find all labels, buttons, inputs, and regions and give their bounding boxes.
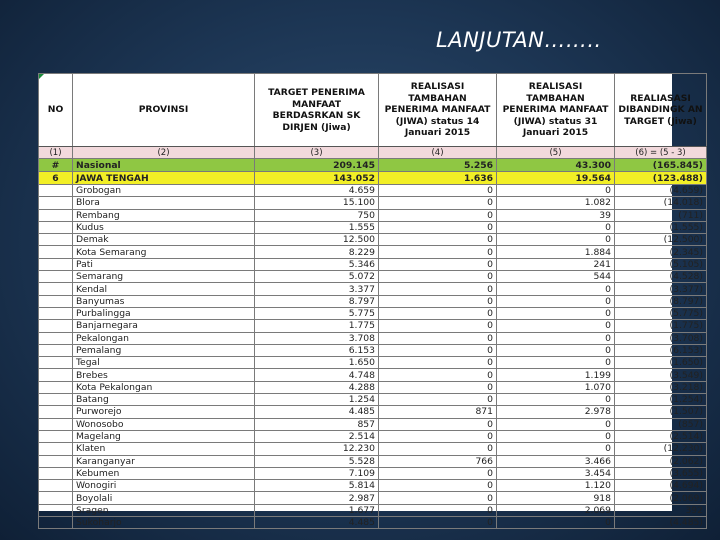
cell-real31: 0	[497, 430, 615, 442]
cell-real31: 3.454	[497, 467, 615, 479]
cell-diff: (3.708)	[615, 332, 707, 344]
cell-target: 857	[255, 418, 379, 430]
cell-kabupaten: Magelang	[73, 430, 255, 442]
cell-real31: 0	[497, 295, 615, 307]
colnum-cell: (6) = (5 - 3)	[615, 147, 707, 159]
cell-no	[39, 344, 73, 356]
cell-real31: 0	[497, 185, 615, 197]
cell-real14: 0	[379, 480, 497, 492]
cell-target: 1.254	[255, 394, 379, 406]
cell-diff: (5.105)	[615, 258, 707, 270]
cell-diff: (1.507)	[615, 406, 707, 418]
column-number-row	[39, 147, 707, 159]
header-dibandingkan-target: REALIASASI DIBANDINGK AN TARGET (Jiwa)	[615, 74, 707, 147]
cell-no	[39, 320, 73, 332]
cell-diff: (4.694)	[615, 480, 707, 492]
cell-target: 8.797	[255, 295, 379, 307]
cell-real31: 0	[497, 307, 615, 319]
cell-diff: (3.549)	[615, 369, 707, 381]
cell-kabupaten: Kendal	[73, 283, 255, 295]
cell-target: 6.153	[255, 344, 379, 356]
jawa-tengah-row	[39, 172, 707, 185]
cell-real31: 1.082	[497, 197, 615, 209]
cell-real31: 0	[497, 320, 615, 332]
table-row	[39, 258, 707, 270]
table-row	[39, 455, 707, 467]
cell-real14: 0	[379, 492, 497, 504]
table-row	[39, 504, 707, 516]
cell-real14: 0	[379, 467, 497, 479]
cell-kabupaten: Grobogan	[73, 185, 255, 197]
cell-no	[39, 258, 73, 270]
cell-target: 5.528	[255, 455, 379, 467]
cell-target: 12.230	[255, 443, 379, 455]
cell-kabupaten: Kebumen	[73, 467, 255, 479]
table-row	[39, 283, 707, 295]
table-row	[39, 295, 707, 307]
cell-diff: (2.062)	[615, 455, 707, 467]
cell-kabupaten: Kudus	[73, 221, 255, 233]
cell-no	[39, 221, 73, 233]
cell-kabupaten: Rembang	[73, 209, 255, 221]
cell-diff: (3.377)	[615, 283, 707, 295]
cell-kabupaten: Wonogiri	[73, 480, 255, 492]
colnum-cell: (1)	[39, 147, 73, 159]
cell-target: 4.485	[255, 406, 379, 418]
cell-real14: 0	[379, 394, 497, 406]
table-row	[39, 209, 707, 221]
cell-real31: 544	[497, 271, 615, 283]
cell-diff: (14.018)	[615, 197, 707, 209]
cell-no	[39, 357, 73, 369]
cell-real31: 0	[497, 418, 615, 430]
cell-real14: 0	[379, 320, 497, 332]
cell-real31: 0	[497, 221, 615, 233]
cell-real31: 3.466	[497, 455, 615, 467]
cell-target: 2.514	[255, 430, 379, 442]
cell-target: 3.708	[255, 332, 379, 344]
cell-real14: 0	[379, 258, 497, 270]
cell-real14: 0	[379, 443, 497, 455]
cell-real31: 0	[497, 357, 615, 369]
cell-target: 4.288	[255, 381, 379, 393]
cell-diff: (4.528)	[615, 271, 707, 283]
cell-target: 1.650	[255, 357, 379, 369]
cell-diff: (4.659)	[615, 185, 707, 197]
cell-no	[39, 418, 73, 430]
cell-target: 12.500	[255, 234, 379, 246]
cell-kabupaten: Kota Pekalongan	[73, 381, 255, 393]
cell-real14: 0	[379, 344, 497, 356]
cell-diff: (6.153)	[615, 344, 707, 356]
cell-real14: 0	[379, 504, 497, 516]
colnum-cell: (4)	[379, 147, 497, 159]
table-row	[39, 394, 707, 406]
cell-no	[39, 480, 73, 492]
cell-real14: 0	[379, 332, 497, 344]
cell-kabupaten: Pemalang	[73, 344, 255, 356]
cell-no	[39, 406, 73, 418]
cell-real31: 1.884	[497, 246, 615, 258]
cell-target: 5.775	[255, 307, 379, 319]
cell-real14: 0	[379, 234, 497, 246]
table-row	[39, 197, 707, 209]
cell-real14: 1.636	[379, 172, 497, 185]
cell-real31: 0	[497, 517, 615, 529]
header-target: TARGET PENERIMA MANFAAT BERDASRKAN SK DIRJEN (Jiwa)	[255, 74, 379, 147]
cell-no: 6	[39, 172, 73, 185]
cell-real31: 2.069	[497, 504, 615, 516]
cell-target: 1.677	[255, 504, 379, 516]
cell-real14: 766	[379, 455, 497, 467]
cell-diff: (1.254)	[615, 394, 707, 406]
cell-real31: 1.120	[497, 480, 615, 492]
cell-kabupaten: Demak	[73, 234, 255, 246]
cell-target: 1.775	[255, 320, 379, 332]
cell-kabupaten: Banyumas	[73, 295, 255, 307]
table-row	[39, 332, 707, 344]
cell-real14: 0	[379, 418, 497, 430]
cell-real14: 0	[379, 295, 497, 307]
cell-diff: (2.514)	[615, 430, 707, 442]
cell-target: 5.814	[255, 480, 379, 492]
cell-real14: 0	[379, 517, 497, 529]
cell-kabupaten: Purworejo	[73, 406, 255, 418]
cell-real31: 0	[497, 332, 615, 344]
cell-no: #	[39, 159, 73, 172]
cell-target: 15.100	[255, 197, 379, 209]
table-row	[39, 492, 707, 504]
header-realisasi-14-jan: REALISASI TAMBAHAN PENERIMA MANFAAT (JIWA) status 14 Januari 2015	[379, 74, 497, 147]
cell-kabupaten: Pati	[73, 258, 255, 270]
cell-no	[39, 295, 73, 307]
colnum-cell: (3)	[255, 147, 379, 159]
table-row	[39, 185, 707, 197]
header-provinsi: PROVINSI	[73, 74, 255, 147]
cell-provinsi: JAWA TENGAH	[73, 172, 255, 185]
cell-no	[39, 283, 73, 295]
cell-kabupaten: Purbalingga	[73, 307, 255, 319]
table-row	[39, 406, 707, 418]
cell-no	[39, 504, 73, 516]
cell-diff: (1.650)	[615, 357, 707, 369]
cell-kabupaten: Pekalongan	[73, 332, 255, 344]
table-row	[39, 271, 707, 283]
cell-real31: 1.070	[497, 381, 615, 393]
cell-real14: 5.256	[379, 159, 497, 172]
cell-real31: 0	[497, 394, 615, 406]
cell-real31: 0	[497, 283, 615, 295]
cell-real31: 2.978	[497, 406, 615, 418]
cell-diff: (2.069)	[615, 492, 707, 504]
cell-kabupaten: Sukoharjo	[73, 517, 255, 529]
cell-real31: 918	[497, 492, 615, 504]
cell-real31: 0	[497, 234, 615, 246]
cell-kabupaten: Blora	[73, 197, 255, 209]
cell-target: 8.229	[255, 246, 379, 258]
cell-no	[39, 197, 73, 209]
cell-no	[39, 209, 73, 221]
cell-diff: (857)	[615, 418, 707, 430]
cell-no	[39, 394, 73, 406]
cell-target: 143.052	[255, 172, 379, 185]
table-row	[39, 320, 707, 332]
cell-no	[39, 369, 73, 381]
cell-real31: 0	[497, 344, 615, 356]
table-row	[39, 430, 707, 442]
cell-real14: 0	[379, 283, 497, 295]
cell-target: 1.555	[255, 221, 379, 233]
cell-diff: (3.655)	[615, 467, 707, 479]
cell-real31: 19.564	[497, 172, 615, 185]
cell-real14: 0	[379, 271, 497, 283]
table-row	[39, 307, 707, 319]
cell-target: 5.346	[255, 258, 379, 270]
cell-real14: 0	[379, 185, 497, 197]
cell-kabupaten: Banjarnegara	[73, 320, 255, 332]
cell-no	[39, 307, 73, 319]
cell-no	[39, 246, 73, 258]
cell-no	[39, 467, 73, 479]
table-row	[39, 418, 707, 430]
colnum-cell: (5)	[497, 147, 615, 159]
cell-real14: 871	[379, 406, 497, 418]
cell-no	[39, 332, 73, 344]
data-table-container	[38, 73, 703, 529]
cell-kabupaten: Boyolali	[73, 492, 255, 504]
cell-diff: (4.485)	[615, 517, 707, 529]
cell-diff: 392	[615, 504, 707, 516]
nasional-row	[39, 159, 707, 172]
cell-target: 750	[255, 209, 379, 221]
table-row	[39, 517, 707, 529]
cell-target: 3.377	[255, 283, 379, 295]
cell-diff: (5.775)	[615, 307, 707, 319]
cell-real14: 0	[379, 381, 497, 393]
table-row	[39, 467, 707, 479]
table-row	[39, 369, 707, 381]
cell-no	[39, 492, 73, 504]
table-row	[39, 246, 707, 258]
cell-kabupaten: Batang	[73, 394, 255, 406]
cell-no	[39, 517, 73, 529]
cell-diff: (123.488)	[615, 172, 707, 185]
header-row	[39, 74, 707, 147]
header-realisasi-31-jan: REALISASI TAMBAHAN PENERIMA MANFAAT (JIWA) status 31 Januari 2015	[497, 74, 615, 147]
cell-target: 4.748	[255, 369, 379, 381]
cell-real31: 39	[497, 209, 615, 221]
cell-real14: 0	[379, 369, 497, 381]
cell-real14: 0	[379, 246, 497, 258]
cell-kabupaten: Brebes	[73, 369, 255, 381]
cell-real14: 0	[379, 430, 497, 442]
cell-target: 5.072	[255, 271, 379, 283]
table-row	[39, 221, 707, 233]
cell-no	[39, 271, 73, 283]
data-table	[38, 73, 707, 529]
cell-no	[39, 455, 73, 467]
cell-real14: 0	[379, 307, 497, 319]
cell-diff: (711)	[615, 209, 707, 221]
table-row	[39, 381, 707, 393]
cell-diff: (12.230)	[615, 443, 707, 455]
table-row	[39, 480, 707, 492]
cell-kabupaten: Semarang	[73, 271, 255, 283]
cell-no	[39, 430, 73, 442]
cell-diff: (1.555)	[615, 221, 707, 233]
cell-no	[39, 185, 73, 197]
cell-kabupaten: Tegal	[73, 357, 255, 369]
cell-diff: (2.345)	[615, 246, 707, 258]
cell-real31: 0	[497, 443, 615, 455]
cell-real14: 0	[379, 209, 497, 221]
cell-kabupaten: Klaten	[73, 443, 255, 455]
cell-real31: 1.199	[497, 369, 615, 381]
cell-real31: 43.300	[497, 159, 615, 172]
colnum-cell: (2)	[73, 147, 255, 159]
cell-provinsi: Nasional	[73, 159, 255, 172]
cell-target: 4.485	[255, 517, 379, 529]
cell-kabupaten: Wonosobo	[73, 418, 255, 430]
table-row	[39, 443, 707, 455]
cell-target: 2.987	[255, 492, 379, 504]
cell-real14: 0	[379, 197, 497, 209]
table-row	[39, 357, 707, 369]
cell-no	[39, 234, 73, 246]
cell-no	[39, 381, 73, 393]
cell-diff: (12.500)	[615, 234, 707, 246]
cell-target: 7.109	[255, 467, 379, 479]
cell-diff: (165.845)	[615, 159, 707, 172]
cell-kabupaten: Kota Semarang	[73, 246, 255, 258]
cell-real14: 0	[379, 357, 497, 369]
cell-real14: 0	[379, 221, 497, 233]
cell-diff: (8.797)	[615, 295, 707, 307]
cell-target: 4.659	[255, 185, 379, 197]
cell-diff: (1.775)	[615, 320, 707, 332]
table-row	[39, 234, 707, 246]
table-row	[39, 344, 707, 356]
cell-target: 209.145	[255, 159, 379, 172]
cell-real31: 241	[497, 258, 615, 270]
slide-title: LANJUTAN……..	[436, 28, 602, 52]
cell-kabupaten: Sragen	[73, 504, 255, 516]
cell-kabupaten: Karanganyar	[73, 455, 255, 467]
header-no: NO	[39, 74, 73, 147]
cell-diff: (3.218)	[615, 381, 707, 393]
cell-no	[39, 443, 73, 455]
